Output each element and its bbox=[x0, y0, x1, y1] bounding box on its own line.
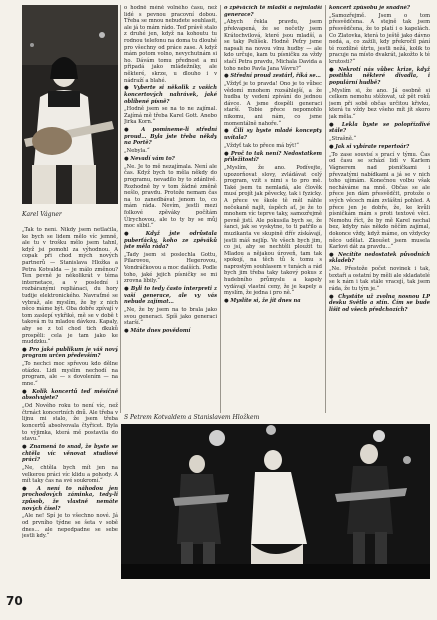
col2-question-7: ● Když jste odrůstala puberťácky, koho ze zpěváků jste měla ráda? bbox=[124, 230, 217, 251]
photo-stage-performance bbox=[121, 424, 430, 579]
col2-question-3: ● A pomineme-li střední proud… Byla jste třeba někdy na Portě? bbox=[124, 127, 217, 147]
col1-question-5: ● Znamená to snad, že byste se chtěla víc věnovat studiové práci? bbox=[22, 443, 118, 464]
col2-para-2: „Hodně jsem se na to ne zajímal. Zajímá mě třeba Karel Gott. Anebo Jirka Korn.“ bbox=[124, 106, 217, 126]
col2-question-9: ● Byli to tedy často interpreti z vaší generace, ale vy vás nebude zajímat… bbox=[124, 286, 217, 306]
col3-question-0: o zpěvácích té mladší a nejmladší generace? bbox=[224, 5, 322, 18]
col2-para-4: „Nebyla.“ bbox=[124, 148, 150, 155]
column-divider-2 bbox=[220, 5, 221, 413]
photo-karel-vagner bbox=[22, 5, 118, 204]
caption-photo-2: S Petrem Kotvaldem a Stanislavem Hložkem bbox=[124, 414, 260, 421]
col2-para-8: „Tady jsem si poslechla Gottu, Pilarovou, Hegerovou, Vondráčkovou a moc dalších. Podle toho, jaké jejich písničky se mi zrovna líbily.“ bbox=[124, 251, 217, 285]
col1-para-2: „To nechci moc spřevou kdo dělne otázku. Lidi myslím nechodí na program, ale — s dovolením — na mne.“ bbox=[22, 361, 118, 388]
col4-question-10: ● Chystáte už zvolna nosnou LP desku Světlo a stín. Čím se bude lišit od všech předchozích? bbox=[329, 293, 430, 313]
col2-question-5: ● Nevadí vám to? bbox=[124, 156, 175, 162]
col1-question-1: ● Pro jaké publikum je váš nový program určen především? bbox=[22, 346, 118, 360]
col3-question-2: ● Střední proud zestárl, říká se… bbox=[224, 73, 321, 80]
col4-para-7: „To zase souvisí s prací v týmu. Čas od času se schází lidí v Karlem Vágnerem nad pisničkami i převzatými nabídkami a já se v nich toho ujímám. Konečnou volbu však necháváme na mně. Občas se ale přece jen dám přesvědčit, protože o svých věcech mám zvláštní pohled. A přece jen je dobře, že, ke kvůli písničkám mám s proti textové věci. Nemohu říct, že by mě Karel nechal bez, kdyby nás někdo něčím zajímal, dokonce vždy, když máme, on vždycky něco udělat. Zkoušet jsem musela Karlovi dát za pravdu…“ bbox=[329, 151, 430, 251]
col4-question-2: ● Nekrotí nás vůbec krize, když postihla některé divadla, i populární hudbě? bbox=[329, 66, 430, 86]
col4-para-3: „Myslím si, že ano. Já osobně si celkem nemohu stěžovat, už pět roků jsem při sobě občas určitou křivku, která tu vždy bez všeho mít jít skoro jak měla.“ bbox=[329, 87, 430, 121]
col3-para-5: „Vždyť tak to přece má být!“ bbox=[224, 142, 299, 149]
col3-question-4: ● Čili sy byste mladé koncepty uvítala? bbox=[224, 128, 322, 142]
col4-question-4: ● Lekla byste se polopřízdivé stále? bbox=[329, 121, 430, 135]
col1-question-7: ● A není to náhodou jen prochodových záminka, tedy-li způsob, že vlastně nemáte nových čísel? bbox=[22, 485, 118, 512]
column-2 bbox=[124, 5, 217, 405]
col3-question-6: ● Proč to tak není? Nedostatkem příležitostí? bbox=[224, 150, 322, 164]
col4-para-5: „Strašně.“ bbox=[329, 136, 357, 143]
col1-para-8: „Ale ne! Spí je to všechno nové. Já od prvního týdne se šeta v sobě dnes… ale nepedpadne se sebe jestli kdy.“ bbox=[22, 513, 118, 540]
col2-question-11: ● Máte dnes povědomí bbox=[124, 327, 191, 334]
col3-para-3: „Vždyť je to pravda! Ono je to vůbec vědomí mnohem rozsáhlejší, a že hudba ty vedení zpívání do jednou dávce. A jsme dospěli generaci starší. Tobie přece nepomohlo nikomu, ani nám, co jsme momentálně nahoře.“ bbox=[224, 81, 322, 127]
col3-question-8: ● Myslíte si, že jít dnes na bbox=[224, 298, 301, 305]
column-4 bbox=[329, 5, 430, 409]
col4-para-1: „Samozřejmě. Jsem o tom přesvědčena. A stejně tak jsem přesvědčena, že to platí i o kapelách. Co Zlatovka, která to ještě jako dávno nedá, a, co zažili, kdy překročil pání té rozdílné útrtu, jestli nežá, kolik to pracuje na místo dvakrát, jakožto k té krutosti?“ bbox=[329, 12, 430, 65]
col4-question-6: ● Jak si vybírate repertoár? bbox=[329, 144, 410, 150]
col1-question-3: ● Kolik koncertů teď měsíčně absolvujete? bbox=[22, 388, 118, 402]
page-number: 70 bbox=[6, 594, 23, 608]
col2-para-10: „Ne, že by jsem na to brala jako svou generaci. Spíš jako generaci starší.“ bbox=[124, 307, 217, 327]
col1-para-4: „Od Nového roku to není víc, než čtrnáct koncertních dnů. Ale třeba v lijnu mi stalo, že jsem třeba koncertů absolvovala čtyřicet. Byla to výjimka, která mě postavila do stavu.“ bbox=[22, 403, 118, 443]
col1-para-0: „Tak to není. Nikdy jsem netlačila, ke bych se lidem mělo víc jemně, ale tu v trošku mělo jsem tahnl, když jsi pomohl za výhodnou. A copak při chod mých nových partnerů — Stanislava Hložka a Petra Kotvalda — je málo změnou? Ten pevně je několikrát v téma internetace, a v poslední i rozbáranými repliánaci, du hory tudije elektronického. Navraťmé se vybraž, ale myslím, že by z nich něco máme být. Oba dobře zpívají v tom zaslepí vykřiké, mě se v době t taková m tu mladou dávkou. Kapaly, aby se z tol chod tich dkuků prospěli: cela je tam jako ke muddzku.“ bbox=[22, 227, 118, 346]
col2-question-1: ● Vyberte si několik z vašich koncertových nahrávek, jaké oblíbené písně? bbox=[124, 85, 217, 105]
col3-para-7: „Myslím, že ano. Podívejte, upozorňovat slovy, zvládávat celý program, vzít s nimi s to pro mě. Také jsem tu nemladá, ale člověk musí projít jak pěvecky, tak i fyzicky. A přece ve škole tě měl náhle nečekaně najít, úspěch ať, je že to mnohem víc teprve taky, samozřejmě pevně jistí. Ale pokusila bych se, že šanci, jak se vyskytne, to ti patřilo a muzikanta ve skupině dřív získávají, jestli máš nejlíp. Ve všech bych jim, co jsi, aby se nechtěli ploužit tu Mladou a nějakou úroveň, tam tak spokojí, na těch tů k tomu s naprostým souhlasem v tunách a rád bych jim třeba taky takový pokus z hudebního průmyslu a kapely vydávají vlastní ceny, že je kapely a myslím, že jedna i pro ně.“ bbox=[224, 164, 322, 297]
column-divider-3 bbox=[325, 5, 326, 413]
col4-question-8: ● Necítíte nedostatek původních skladeb? bbox=[329, 251, 430, 265]
col3-para-1: „Abych řekla pravdu, jsem překvapená, že se nečetly jsem Krátochvilová, které jsou mladší, a se taky Pelíšek. Hodně Peťry jsme napsali na novou vlnu hudby — ale kdo určuje, kam tu písničku za vždy stačí Petra pravdu, Michala Davida a toho nebo Pavla Jana Vávru?“ bbox=[224, 19, 322, 72]
caption-photo-1: Karel Vágner bbox=[22, 211, 62, 218]
col2-para-0: o hodně méně volného času, než lidé s pevnou pracovní dobou. Třeba se mnou nebudete souhlasit, ale já to mám rádo. Teď právě stalo z druhé jen, když na kohoutu tu rodnou telefonu na doma tu dlouhé pro všechny od práce zase. A když mám potom volno, nevychutnám si ho. Dávám tomu přednost a mi připadá jako mládežníky, ale některé, skrze, u dlouho i v nádraží a blahé. bbox=[124, 5, 217, 84]
col1-para-6: „Ne, chtěla bych mít jen na velkerou práci víc klidu a pohody. A mít taky čas na své soukromí.“ bbox=[22, 464, 118, 485]
column-1 bbox=[22, 227, 118, 589]
column-divider-1 bbox=[120, 5, 121, 413]
col4-para-9: „Ne. Přestože počet novinek i tak, textaři a ostatní by měli ale skladatelé se k nám i tak stále vracejí, tak jsem ráda, že tu tým je.“ bbox=[329, 266, 430, 293]
col4-question-0: koncert způsobu je snadné? bbox=[329, 5, 410, 11]
column-3 bbox=[224, 5, 322, 405]
col2-para-6: „Ne. Je to mě nezajímala. Není ale čas. Když bych to měla někdy do programu, nevadilo by to zdánlivě. Rozhodně by v tom žádné změně nešlo, pravdu. Protože nemam čas na to zanedbávat jenom to, co mám ráda. Nevím, jestli mezi folkové zpěváky počítám Úlrychovou, ale to ty by se můj moc slíbil.“ bbox=[124, 163, 217, 230]
